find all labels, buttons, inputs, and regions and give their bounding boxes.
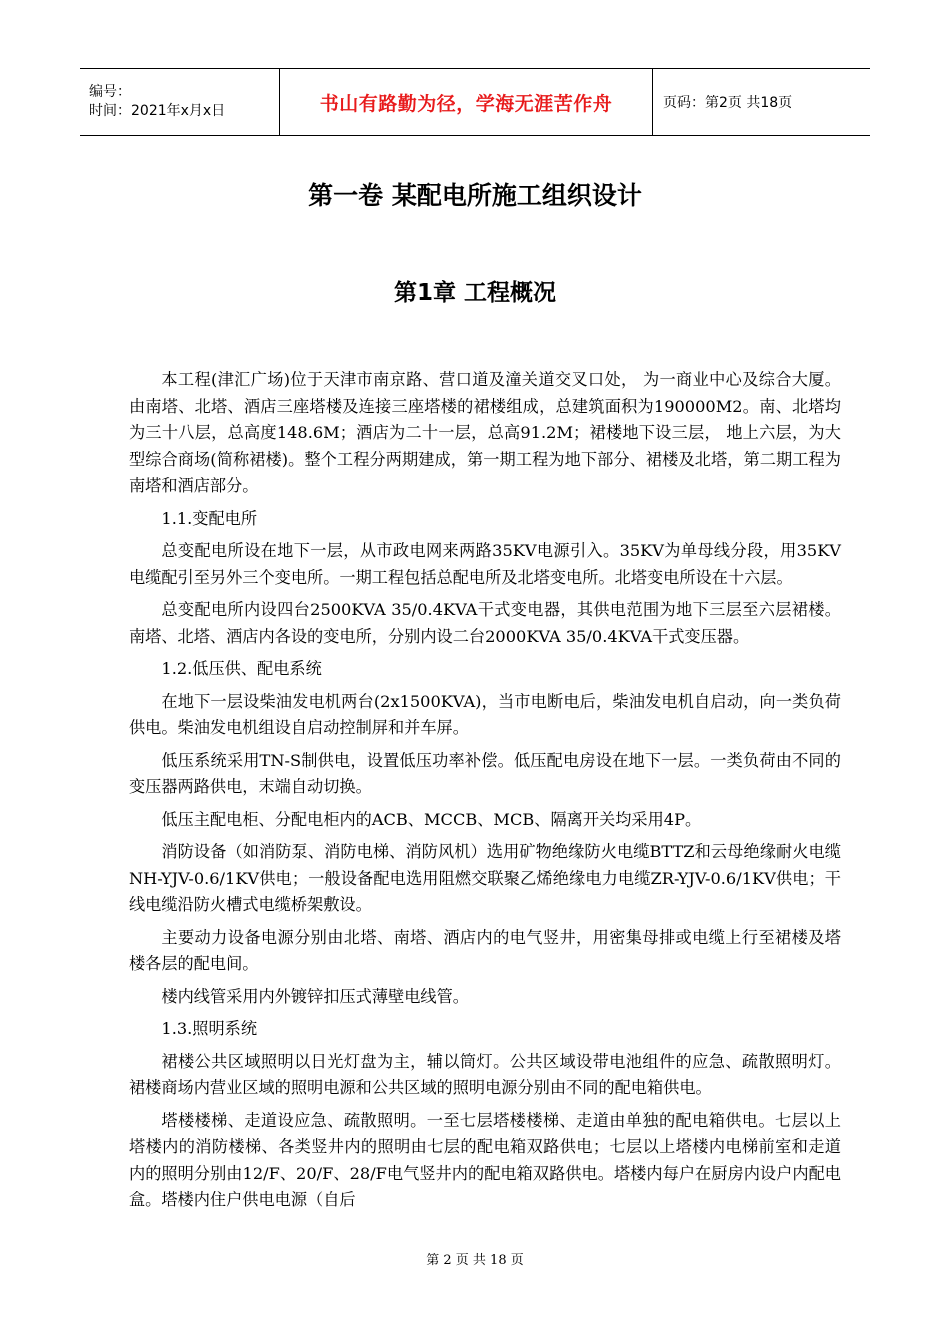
paragraph: 低压系统采用TN-S制供电，设置低压功率补偿。低压配电房设在地下一层。一类负荷由不同的变压器两路供电，末端自动切换。 xyxy=(129,750,841,796)
section-heading: 1.2.低压供、配电系统 xyxy=(161,659,322,678)
header-table xyxy=(80,68,870,136)
paragraph: 低压主配电柜、分配电柜内的ACB、MCCB、MCB、隔离开关均采用4P。 xyxy=(161,809,702,829)
page-info-cell xyxy=(653,69,870,135)
motto-text: 书山有路勤为径，学海无涯苦作舟 xyxy=(319,92,613,115)
page-footer: 第 2 页 共 18 页 xyxy=(426,1253,524,1268)
paragraph: 在地下一层设柴油发电机两台(2x1500KVA)，当市电断电后，柴油发电机自启动，向一类负荷供电。柴油发电机组设自启动控制屏和并车屏。 xyxy=(129,691,841,737)
paragraph: 主要动力设备电源分别由北塔、南塔、酒店内的电气竖井，用密集母排或电缆上行至裙楼及塔楼各层的配电间。 xyxy=(129,927,841,973)
paragraph: 消防设备（如消防泵、消防电梯、消防风机）选用矿物绝缘防火电缆BTTZ和云母绝缘耐火电缆NH-YJV-0.6/1KV供电；一般设备配电选用阻燃交联聚乙烯绝缘电力电缆ZR-YJV-0.6/1KV供电；干线电缆沿防火槽式电缆桥架敷设。 xyxy=(129,842,841,914)
chapter-title: 第1章 工程概况 xyxy=(393,280,556,306)
paragraph: 总变配电所内设四台2500KVA 35/0.4KVA干式变电器，其供电范围为地下三层至六层裙楼。南塔、北塔、酒店内各设的变电所，分别内设二台2000KVA 35/0.4KVA干式变压器。 xyxy=(129,600,841,646)
paragraph: 塔楼楼梯、走道设应急、疏散照明。一至七层塔楼楼梯、走道由单独的配电箱供电。七层以上塔楼内的消防楼梯、各类竖井内的照明由七层的配电箱双路供电；七层以上塔楼内电梯前室和走道内的照明分别由12/F、20/F、28/F电气竖井内的配电箱双路供电。塔楼内每户在厨房内设户内配电盒。塔楼内住户供电电源（自后 xyxy=(129,1110,841,1209)
serial-label: 编号： xyxy=(89,84,131,100)
page-info-text: 页码：第2页 共18页 xyxy=(663,95,793,111)
volume-title: 第一卷 某配电所施工组织设计 xyxy=(308,181,642,210)
header-meta-cell xyxy=(80,69,280,135)
paragraph: 本工程(津汇广场)位于天津市南京路、营口道及潼关道交叉口处， 为一商业中心及综合大厦。由南塔、北塔、酒店三座塔楼及连接三座塔楼的裙楼组成，总建筑面积为190000M2。南、北塔均为三十八层，总高度148.6M；酒店为二十一层，总高91.2M；裙楼地下设三层， 地上六层，为大型综合商场(简称裙楼)。整个工程分两期建成，第一期工程为地下部分、裙楼及北塔，第二期工程为南塔和酒店部分。 xyxy=(129,370,841,495)
section-heading: 1.3.照明系统 xyxy=(161,1019,258,1038)
paragraph: 总变配电所设在地下一层，从市政电网来两路35KV电源引入。35KV为单母线分段，用35KV电缆配引至另外三个变电所。一期工程包括总配电所及北塔变电所。北塔变电所设在十六层。 xyxy=(129,541,841,587)
document-body xyxy=(129,367,841,1220)
motto-cell xyxy=(280,69,653,135)
paragraph: 裙楼公共区域照明以日光灯盘为主，辅以筒灯。公共区域设带电池组件的应急、疏散照明灯。裙楼商场内营业区域的照明电源和公共区域的照明电源分别由不同的配电箱供电。 xyxy=(129,1051,841,1097)
paragraph: 楼内线管采用内外镀锌扣压式薄壁电线管。 xyxy=(161,986,469,1006)
date-label: 时间：2021年x月x日 xyxy=(89,103,226,119)
section-heading: 1.1.变配电所 xyxy=(161,508,258,528)
